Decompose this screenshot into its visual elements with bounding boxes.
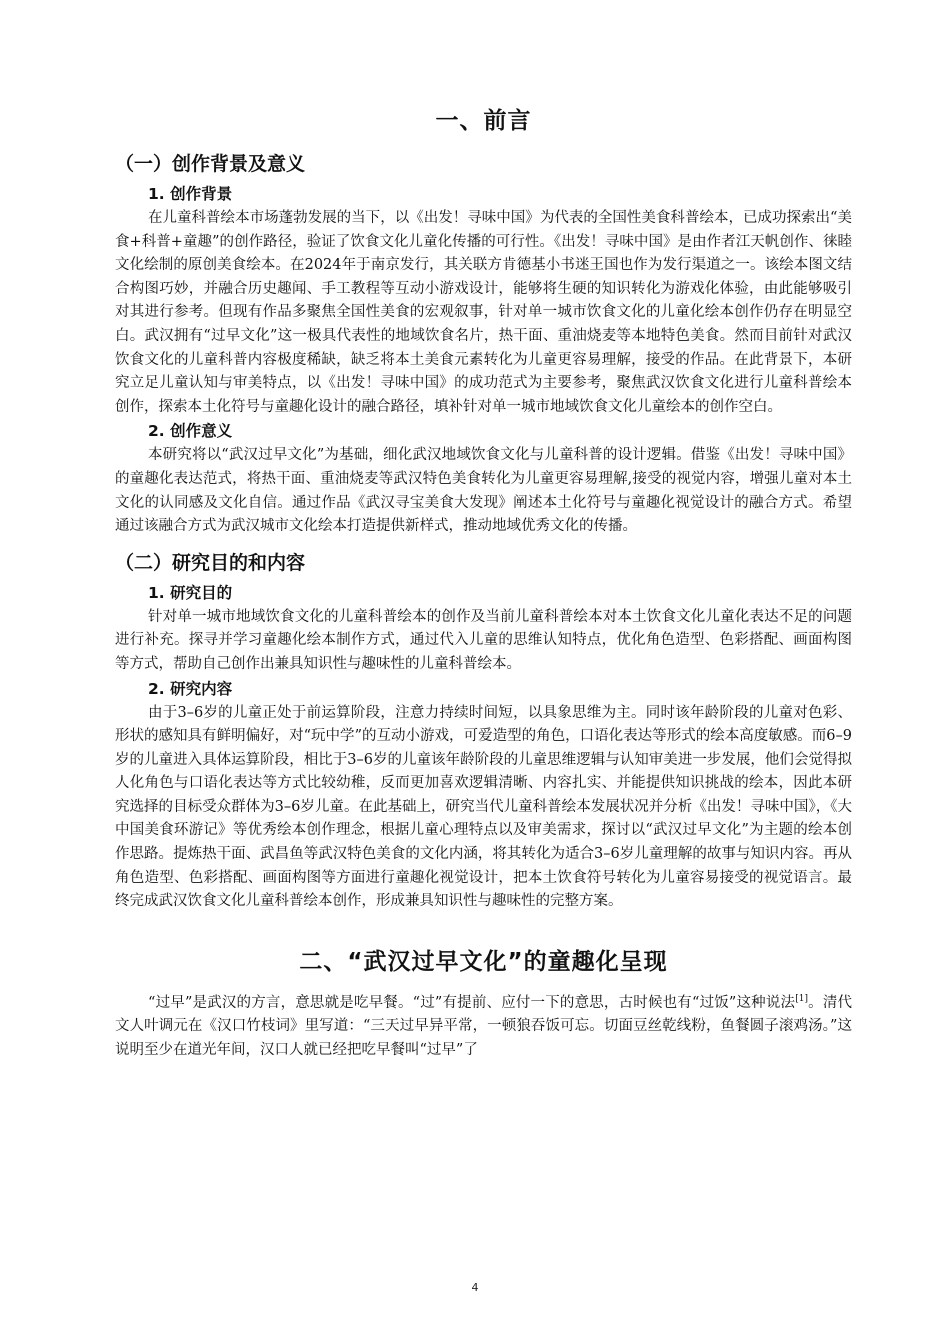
section-title-preface: 一、前言 (435, 108, 532, 134)
item-heading-research-content: 2. 研究内容 (148, 679, 233, 698)
subsection-heading-research: （二）研究目的和内容 (115, 551, 306, 574)
paragraph-creation-significance: 本研究将以“武汉过早文化”为基础，细化武汉地域饮食文化与儿童科普的设计逻辑。借鉴《出发！寻味中国》的童趣化表达范式，将热干面、重油烧麦等武汉特色美食转化为儿童更容易理解,接受的视觉内容，增强儿童对本土文化的认同感及文化自信。通过作品《武汉寻宝美食大发现》阐述本土化符号与童趣化视觉设计的融合方式。希望通过该融合方式为武汉城市文化绘本打造提供新样式，推动地域优秀文化的传播。 (115, 447, 852, 535)
section-title-wuhan-guozao: 二、“武汉过早文化”的童趣化呈现 (299, 948, 668, 975)
item-heading-research-purpose: 1. 研究目的 (148, 583, 233, 602)
paragraph-research-content: 由于3–6岁的儿童正处于前运算阶段，注意力持续时间短，以具象思维为主。同时该年龄阶段的儿童对色彩、形状的感知具有鲜明偏好，对“玩中学”的互动小游戏，可爱造型的角色，口语化表达等形式的绘本高度敏感。而6–9岁的儿童进入具体运算阶段，相比于3–6岁的儿童该年龄阶段的儿童思维逻辑与认知审美进一步发展，他们会觉得拟人化角色与口语化表达等方式比较幼稚，反而更加喜欢逻辑清晰、内容扎实、并能提供知识挑战的绘本，因此本研究选择的目标受众群体为3–6岁儿童。在此基础上，研究当代儿童科普绘本发展状况并分析《出发！寻味中国》，《大中国美食环游记》等优秀绘本创作理念，根据儿童心理特点以及审美需求，探讨以“武汉过早文化”为主题的绘本创作思路。提炼热干面、武昌鱼等武汉特色美食的文化内涵，将其转化为适合3–6岁儿童理解的故事与知识内容。再从角色造型、色彩搭配、画面构图等方面进行童趣化视觉设计，把本土饮食符号转化为儿童容易接受的视觉语言。最终完成武汉饮食文化儿童科普绘本创作，形成兼具知识性与趣味性的完整方案。 (115, 704, 852, 910)
item-heading-creation-significance: 2. 创作意义 (148, 422, 233, 441)
page-number: 4 (471, 1281, 479, 1294)
item-heading-creation-background: 1. 创作背景 (148, 185, 233, 203)
paragraph-guozao-intro (115, 992, 852, 1063)
guozao-text-part1: “过早”是武汉的方言，意思就是吃早餐。“过”有提前、应付一下的意思，古时候也有“过饭”这种说法 (148, 994, 796, 1011)
citation-reference[interactable]: [1] (795, 993, 808, 1004)
paragraph-research-purpose: 针对单一城市地域饮食文化的儿童科普绘本的创作及当前儿童科普绘本对本土饮食文化儿童化表达不足的问题进行补充。探寻并学习童趣化绘本制作方式，通过代入儿童的思维认知特点，优化角色造型、色彩搭配、画面构图等方式，帮助自己创作出兼具知识性与趣味性的儿童科普绘本。 (115, 608, 852, 672)
guozao-text-part2: 。清代文人叶调元在《汉口竹枝词》里写道：“三天过早异平常，一顿狼吞饭可忘。切面豆丝乾线粉，鱼餐圆子滚鸡汤。”这说明至少在道光年间，汉口人就已经把吃早餐叫“过早”了 (115, 994, 852, 1059)
subsection-heading-background: （一）创作背景及意义 (115, 153, 306, 175)
page-content (115, 100, 852, 1063)
paragraph-creation-background: 在儿童科普绘本市场蓬勃发展的当下，以《出发！寻味中国》为代表的全国性美食科普绘本，已成功探索出“美食+科普+童趣”的创作路径，验证了饮食文化儿童化传播的可行性。《出发！寻味中国》是由作者江天帆创作、徕睦文化绘制的原创美食绘本。在2024年于南京发行，其关联方肯德基小书迷王国也作为发行渠道之一。该绘本图文结合构图巧妙，并融合历史趣闻、手工教程等互动小游戏设计，能够将生硬的知识转化为游戏化体验，由此能够吸引对其进行参考。但现有作品多聚焦全国性美食的宏观叙事，针对单一城市饮食文化的儿童化绘本创作仍存在明显空白。武汉拥有“过早文化”这一极具代表性的地域饮食名片，热干面、重油烧麦等本地特色美食。然而目前针对武汉饮食文化的儿童科普内容极度稀缺，缺乏将本土美食元素转化为儿童更容易理解，接受的作品。在此背景下，本研究立足儿童认知与审美特点，以《出发！寻味中国》的成功范式为主要参考，聚焦武汉饮食文化进行儿童科普绘本创作，探索本土化符号与童趣化设计的融合路径，填补针对单一城市地域饮食文化儿童绘本的创作空白。 (115, 210, 852, 415)
